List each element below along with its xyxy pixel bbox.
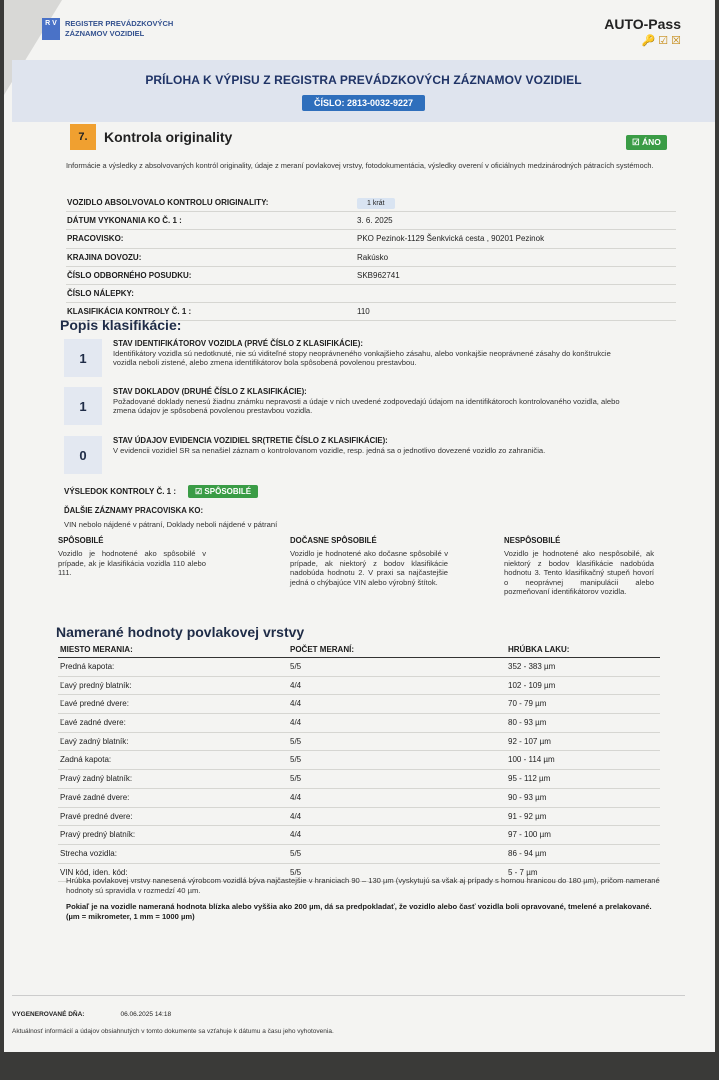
paint-thickness: 90 - 93 µm (508, 792, 547, 802)
measure-count: 5/5 (290, 662, 302, 671)
paint-thickness: 352 - 383 µm (508, 662, 556, 671)
category-capable (58, 536, 206, 578)
column-header: POČET MERANÍ: (290, 645, 354, 654)
measure-location: Ľavé predné dvere: (60, 699, 129, 709)
category-text: Vozidlo je hodnotené ako spôsobilé v prípade, ak je klasifikácia vozidla 110 alebo 111. (58, 549, 206, 577)
result-badge: ☑ SPÔSOBILÉ (188, 485, 258, 498)
measurements-heading: Namerané hodnoty povlakovej vrstvy (56, 624, 305, 640)
measurements-table (58, 645, 660, 882)
field-row (66, 249, 676, 267)
measure-location: Pravé zadné dvere: (60, 792, 130, 802)
register-logo (42, 18, 173, 40)
field-row (66, 212, 676, 230)
measure-location: Zadná kapota: (60, 755, 112, 765)
ano-badge: ☑ ÁNO (626, 135, 667, 150)
paint-thickness: 92 - 107 µm (508, 736, 551, 746)
table-row (58, 695, 660, 714)
paint-thickness: 97 - 100 µm (508, 830, 551, 840)
classification-title: STAV ÚDAJOV EVIDENCIA VOZIDIEL SR(TRETIE ČÍSLO Z KLASIFIKÁCIE): (113, 436, 388, 445)
brand-key-icon: 🔑 ☑ ☒ (641, 35, 681, 47)
table-row (58, 845, 660, 864)
measure-count: 5/5 (290, 755, 302, 765)
measure-count: 4/4 (290, 811, 302, 821)
field-label: KLASIFIKÁCIA KONTROLY Č. 1 : (67, 307, 192, 317)
generated-value: 06.06.2025 14:18 (120, 1011, 172, 1018)
footer-divider (12, 995, 685, 996)
paint-thickness: 80 - 93 µm (508, 718, 547, 728)
logo-line-1: REGISTER PREVÁDZKOVÝCH (65, 19, 174, 28)
paint-thickness: 91 - 92 µm (508, 811, 547, 821)
table-header (58, 645, 660, 658)
classification-number: 1 (64, 387, 102, 425)
measure-location: Pravý predný blatník: (60, 830, 136, 840)
field-row (66, 230, 676, 248)
document-page (4, 0, 715, 1052)
measure-count: 4/4 (290, 680, 302, 690)
autopass-brand (604, 16, 681, 47)
paint-thickness: 5 - 7 µm (508, 867, 538, 877)
field-label: VOZIDLO ABSOLVOVALO KONTROLU ORIGINALITY: (67, 198, 269, 207)
measure-location: Pravý zadný blatník: (60, 774, 133, 784)
category-title: DOČASNE SPÔSOBILÉ (290, 536, 377, 545)
measure-count: 5/5 (290, 736, 302, 746)
measure-count: 4/4 (290, 718, 302, 728)
generated-info (12, 1011, 171, 1018)
classification-number: 1 (64, 339, 102, 377)
paint-thickness: 70 - 79 µm (508, 699, 547, 709)
brand-name: AUTO-Pass (604, 16, 681, 32)
measure-location: Strecha vozidla: (60, 848, 117, 858)
section-heading (70, 124, 232, 150)
table-row (58, 733, 660, 752)
measure-count: 5/5 (290, 867, 302, 877)
measure-count: 5/5 (290, 774, 302, 784)
column-header: HRÚBKA LAKU: (508, 645, 570, 654)
generated-label: VYGENEROVANÉ DŇA: (12, 1011, 85, 1018)
table-row (58, 677, 660, 696)
logo-mark: R V (42, 18, 60, 40)
field-label: KRAJINA DOVOZU: (67, 252, 142, 262)
field-label: ČÍSLO NÁLEPKY: (67, 288, 134, 298)
measure-location: Predná kapota: (60, 662, 115, 671)
logo-line-2: ZÁZNAMOV VOZIDIEL (65, 29, 145, 38)
classification-text: Identifikátory vozidla sú nedotknuté, nie sú viditeľné stopy neoprávneného vonkajšieho zásahu, alebo vonkajšie neoprávnené zásahy do konštrukcie vozidla neboli zistené, alebo zmena identifikátorov bola spôsobená povolenou prestavbou. (113, 349, 611, 367)
table-row (58, 751, 660, 770)
records-text: VIN nebolo nájdené v pátraní, Doklady neboli nájdené v pátraní (64, 520, 278, 529)
category-temporary (290, 536, 448, 587)
field-row (66, 194, 676, 212)
category-text: Vozidlo je hodnotené ako dočasne spôsobilé v prípade, ak niektorý z bodov klasifikácie nadobúda hodnotu 2. V praxi sa najčastejšie jedná o chýbajúce VIN alebo výrobný štítok. (290, 549, 448, 587)
control-result (64, 485, 258, 498)
classification-text: V evidencii vozidiel SR sa nenašiel záznam o kontrolovanom vozidle, resp. jedná sa o jednotlivo dovezené vozidlo zo zahraničia. (113, 446, 546, 455)
section-title: Kontrola originality (104, 129, 233, 145)
category-incapable (504, 536, 654, 597)
measure-count: 5/5 (290, 848, 302, 858)
field-value: PKO Pezinok-1129 Šenkvická cesta , 90201 Pezinok (357, 234, 545, 244)
table-row (58, 658, 660, 677)
paint-thickness: 95 - 112 µm (508, 774, 551, 784)
category-text: Vozidlo je hodnotené ako nespôsobilé, ak niektorý z bodov klasifikácie nadobúda hodnotu 3. Tento klasifikačný stupeň hovorí o neoprávnej manipulácii alebo pozmeňovaní identifikátorov vozidla. (504, 549, 654, 596)
measure-location: Pravé predné dvere: (60, 811, 133, 821)
table-row (58, 826, 660, 845)
field-value: SKB962741 (357, 270, 400, 280)
result-label: VÝSLEDOK KONTROLY Č. 1 : (64, 487, 177, 496)
classification-number: 0 (64, 436, 102, 474)
classification-title: STAV IDENTIFIKÁTOROV VOZIDLA (PRVÉ ČÍSLO Z KLASIFIKÁCIE): (113, 339, 363, 348)
measure-location: Ľavý zadný blatník: (60, 736, 129, 746)
paint-thickness: 102 - 109 µm (508, 680, 556, 690)
logo-text (65, 19, 173, 39)
measure-location: Ľavé zadné dvere: (60, 718, 126, 728)
field-value: 110 (357, 307, 370, 317)
field-row (66, 285, 676, 303)
classification-heading: Popis klasifikácie: (60, 317, 182, 333)
category-title: NESPÔSOBILÉ (504, 536, 561, 545)
paint-thickness: 100 - 114 µm (508, 755, 555, 765)
field-row (66, 267, 676, 285)
measure-count: 4/4 (290, 792, 302, 802)
field-label: ČÍSLO ODBORNÉHO POSUDKU: (67, 270, 192, 280)
table-row (58, 714, 660, 733)
field-value: Rakúsko (357, 252, 389, 262)
field-label: PRACOVISKO: (67, 234, 124, 244)
thickness-note: Hrúbka povlakovej vrstvy nanesená výrobcom vozidlá býva najčastejšie v hraniciach 90 – 130 µm (vyskytujú sa však aj prípady s hornou hranicou do 180 µm), pričom namerané hodnoty sú spravidla v rozmedzí 40 µm. (66, 876, 660, 895)
inspection-fields (66, 194, 676, 321)
measure-count: 4/4 (290, 699, 302, 709)
measure-location: VIN kód, iden. kód: (60, 867, 128, 877)
table-body (58, 658, 660, 882)
category-title: SPÔSOBILÉ (58, 536, 104, 545)
records-title: ĎALŠIE ZÁZNAMY PRACOVISKA KO: (64, 506, 204, 515)
field-value: 3. 6. 2025 (357, 216, 393, 226)
section-number: 7. (70, 124, 96, 150)
table-row (58, 789, 660, 808)
field-label: DÁTUM VYKONANIA KO Č. 1 : (67, 216, 182, 226)
section-intro: Informácie a výsledky z absolvovaných kontról originality, údaje z meraní povlakovej vrstvy, fotodokumentácia, výsledky overení v oficiálnych medzinárodných pátracích systémoch. (66, 161, 654, 170)
header-banner (12, 60, 715, 122)
classification-text: Požadované doklady nenesú žiadnu známku nepravosti a údaje v nich uvedené zodpovedajú údajom na identifikátoroch kontrolovaného vozidla, alebo zmena údajov je spôsobená povolenou prestavbou vozidla. (113, 397, 620, 415)
column-header: MIESTO MERANIA: (60, 645, 133, 654)
count-pill: 1 krát (357, 198, 395, 209)
measure-location: Ľavý predný blatník: (60, 680, 132, 690)
paint-thickness: 86 - 94 µm (508, 848, 547, 858)
classification-title: STAV DOKLADOV (DRUHÉ ČÍSLO Z KLASIFIKÁCIE): (113, 387, 307, 396)
document-number-badge: ČÍSLO: 2813-0032-9227 (302, 95, 425, 111)
disclaimer: Aktuálnosť informácií a údajov obsiahnutých v tomto dokumente sa vzťahuje k dátumu a času jeho vyhotovenia. (12, 1028, 334, 1035)
table-row (58, 808, 660, 827)
measure-count: 4/4 (290, 830, 302, 840)
page-title: PRÍLOHA K VÝPISU Z REGISTRA PREVÁDZKOVÝCH ZÁZNAMOV VOZIDIEL (145, 73, 582, 87)
table-row (58, 770, 660, 789)
thickness-warning: Pokiaľ je na vozidle nameraná hodnota blízka alebo vyššia ako 200 µm, dá sa predpokladať, že vozidlo alebo časť vozidla boli opravované, tmelené a prelakované. (µm = mikrometer, 1 mm = 1000 µm) (66, 902, 652, 921)
